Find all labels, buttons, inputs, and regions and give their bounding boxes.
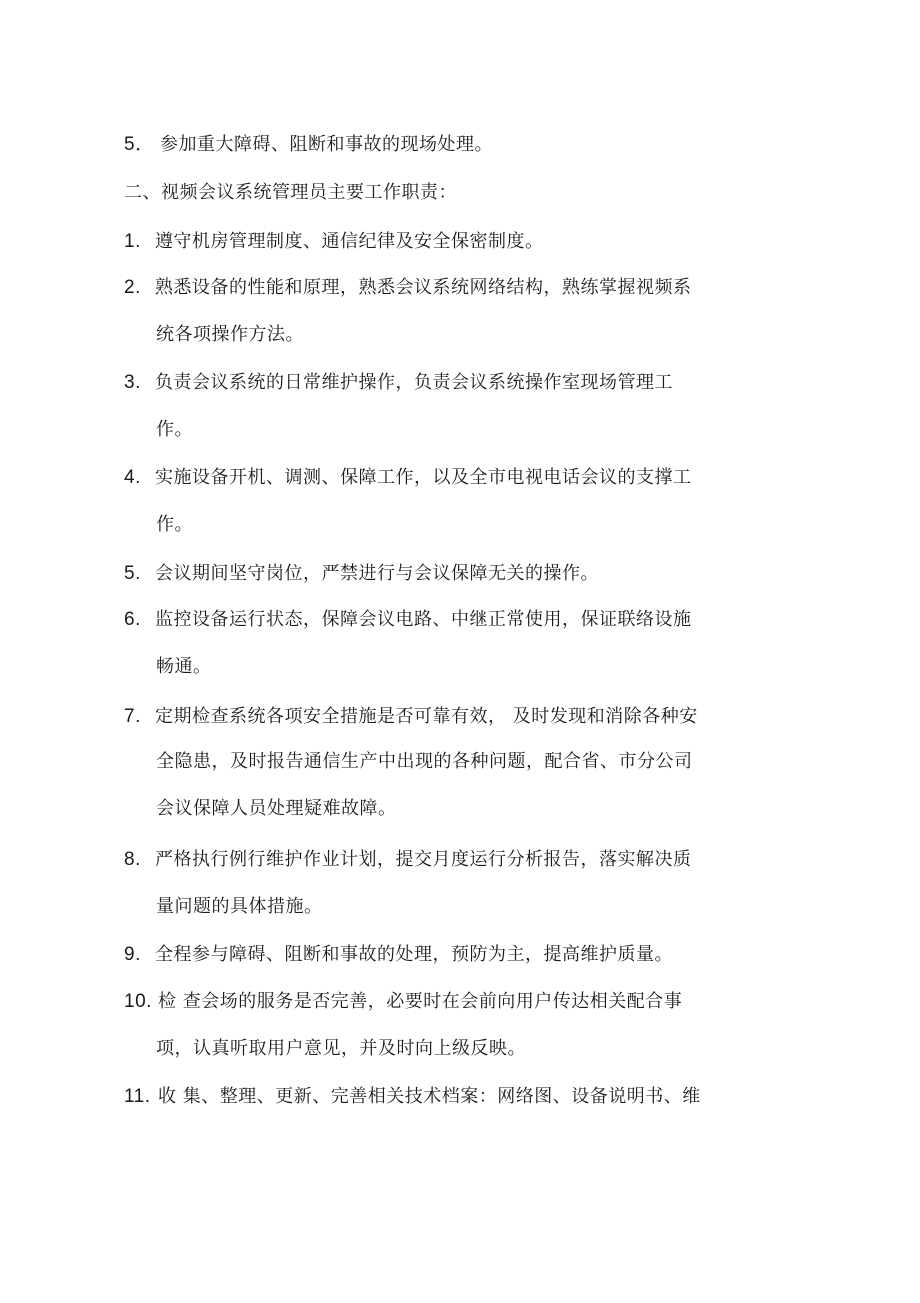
item-text: 负责会议系统的日常维护操作，负责会议系统操作室现场管理工 xyxy=(155,372,673,393)
item-text: 检 查会场的服务是否完善，必要时在会前向用户传达相关配合事 xyxy=(158,991,683,1012)
item-number: 1. xyxy=(124,231,141,252)
list-item xyxy=(124,705,698,729)
list-item xyxy=(124,371,673,395)
item-text: 严格执行例行维护作业计划，提交月度运行分析报告，落实解决质 xyxy=(155,849,692,870)
item-text: 监控设备运行状态，保障会议电路、中继正常使用，保证联络设施 xyxy=(155,609,692,630)
item-number: 4. xyxy=(124,467,141,488)
list-item xyxy=(124,1085,701,1109)
item-text: 参加重大障碍、阻断和事故的现场处理。 xyxy=(160,134,493,155)
item-number: 10. xyxy=(124,991,152,1012)
item-number: 7. xyxy=(124,706,141,727)
item-text: 定期检查系统各项安全措施是否可靠有效， 及时发现和消除各种安 xyxy=(155,706,698,727)
list-item xyxy=(124,990,682,1014)
item-continuation: 作。 xyxy=(156,419,193,440)
item-text: 会议期间坚守岗位，严禁进行与会议保障无关的操作。 xyxy=(155,563,599,584)
item-text: 全程参与障碍、阻断和事故的处理，预防为主，提高维护质量。 xyxy=(155,944,673,965)
list-item xyxy=(124,276,692,300)
item-text: 收 集、整理、更新、完善相关技术档案：网络图、设备说明书、维 xyxy=(158,1086,701,1107)
list-item xyxy=(124,466,692,490)
item-continuation: 畅通。 xyxy=(156,656,212,677)
item-number: 5． xyxy=(124,134,155,155)
item-text: 遵守机房管理制度、通信纪律及安全保密制度。 xyxy=(155,231,544,252)
list-item xyxy=(124,848,692,872)
item-text: 熟悉设备的性能和原理，熟悉会议系统网络结构，熟练掌握视频系 xyxy=(155,277,692,298)
item-number: 9. xyxy=(124,944,141,965)
list-item xyxy=(124,230,544,254)
item-continuation: 会议保障人员处理疑难故障。 xyxy=(156,798,397,819)
item-continuation: 量问题的具体措施。 xyxy=(156,896,323,917)
list-item xyxy=(124,943,673,967)
item-number: 11. xyxy=(124,1086,151,1107)
item-continuation: 项，认真听取用户意见，并及时向上级反映。 xyxy=(156,1038,526,1059)
intro-item xyxy=(124,133,493,157)
item-continuation: 统各项操作方法。 xyxy=(156,324,304,345)
item-text: 实施设备开机、调测、保障工作，以及全市电视电话会议的支撑工 xyxy=(155,467,692,488)
item-number: 5. xyxy=(124,563,141,584)
item-number: 3. xyxy=(124,372,141,393)
list-item xyxy=(124,608,692,632)
item-continuation: 作。 xyxy=(156,514,193,535)
section-heading: 二、视频会议系统管理员主要工作职责： xyxy=(124,182,457,203)
item-continuation: 全隐患，及时报告通信生产中出现的各种问题，配合省、市分公司 xyxy=(156,751,693,772)
item-number: 2. xyxy=(124,277,141,298)
item-number: 6. xyxy=(124,609,141,630)
item-number: 8. xyxy=(124,849,141,870)
list-item xyxy=(124,562,599,586)
